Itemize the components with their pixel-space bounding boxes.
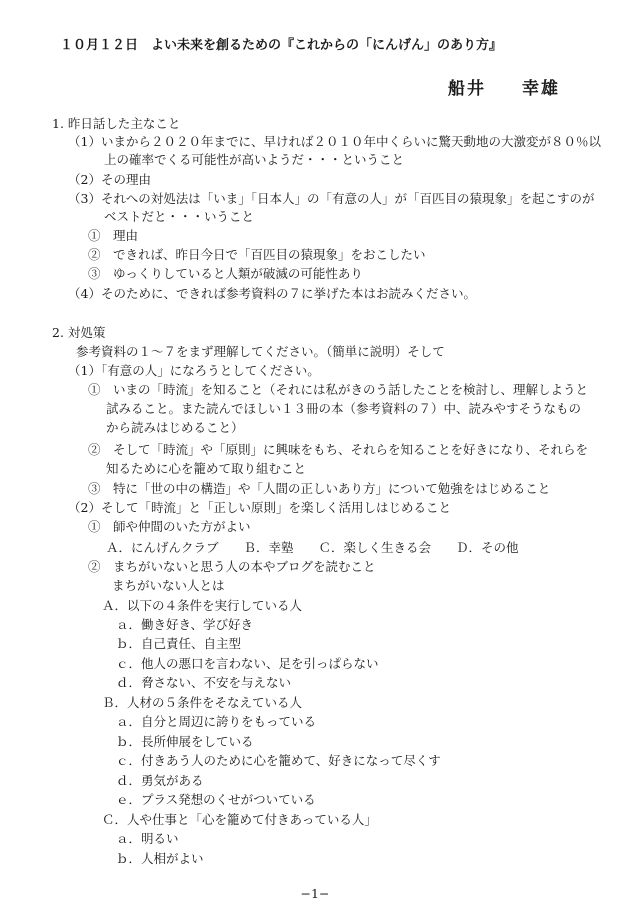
item-text: （2）そして「時流」と「正しい原則」を楽しく活用しはじめること xyxy=(68,500,451,515)
author-name xyxy=(448,74,560,99)
item-text: ｂ．長所伸展をしている xyxy=(116,734,254,749)
item-text: まちがいない人とは xyxy=(112,578,225,593)
item-text: ③ ゆっくりしていると人類が破滅の可能性あり xyxy=(88,266,363,281)
item-text: ｃ．付きあう人のために心を籠めて、好きになって尽くす xyxy=(116,753,441,768)
section-heading: 2. 対処策 xyxy=(52,325,106,340)
author-given-name: 幸雄 xyxy=(522,79,560,99)
item-text: （4）そのために、できれば参考資料の７に挙げた本はお読みください。 xyxy=(68,286,476,301)
item-text: Ａ．以下の４条件を実行している人 xyxy=(102,598,303,613)
section-heading: 1. 昨日話した主なこと xyxy=(52,116,181,131)
item-text: 試みること。また読んでほしい１３冊の本（参考資料の７）中、読みやすそうなもの xyxy=(106,401,582,416)
document-title: １０月１２日 よい未来を創るための『これからの「にんげん」のあり方』 xyxy=(60,38,503,53)
item-text: 上の確率でくる可能性が高いようだ・・・ということ xyxy=(104,152,405,167)
item-text: ｄ．脅さない、不安を与えない xyxy=(116,675,292,690)
author-family-name: 船井 xyxy=(448,79,486,99)
item-text: から読みはじめること） xyxy=(106,420,244,435)
item-text: ベストだと・・・いうこと xyxy=(104,209,255,224)
item-text: ② そして「時流」や「原則」に興味をもち、それらを知ることを好きになり、それらを xyxy=(88,442,589,457)
item-text: 参考資料の１〜７をまず理解してください。（簡単に説明）そして xyxy=(76,344,445,359)
item-text: （1）いまから２０２０年までに、早ければ２０１０年中くらいに驚天動地の大激変が８０％以 xyxy=(68,134,601,149)
item-text: ② まちがいないと思う人の本やブログを読むこと xyxy=(88,559,376,574)
item-text: ① 理由 xyxy=(88,228,139,243)
item-text: Ｃ．人や仕事と「心を籠めて付きあっている人」 xyxy=(102,812,377,827)
item-text: ③ 特に「世の中の構造」や「人間の正しいあり方」について勉強をはじめること xyxy=(88,481,551,496)
item-text: ｂ．人相がよい xyxy=(116,851,204,866)
item-text: ① 師や仲間のいた方がよい xyxy=(88,519,251,534)
item-text: ｃ．他人の悪口を言わない、足を引っぱらない xyxy=(116,656,379,671)
item-text: ａ．明るい xyxy=(116,831,179,846)
item-text: （1）「有意の人」になろうとしてください。 xyxy=(68,363,320,378)
item-text: （3）それへの対処法は「いま」「日本人」の「有意の人」が「百匹目の猿現象」を起こすのが xyxy=(68,191,595,206)
item-text: ａ．働き好き、学び好き xyxy=(116,617,254,632)
item-text: ａ．自分と周辺に誇りをもっている xyxy=(116,714,317,729)
item-text: ② できれば、昨日今日で「百匹目の猿現象」をおこしたい xyxy=(88,247,426,262)
page-number: −1− xyxy=(300,886,330,901)
item-text: Ａ．にんげんクラブ Ｂ．幸塾 Ｃ．楽しく生きる会 Ｄ．その他 xyxy=(106,540,519,555)
item-text: Ｂ．人材の５条件をそなえている人 xyxy=(102,695,303,710)
item-text: ① いまの「時流」を知ること（それには私がきのう話したことを検討し、理解しようと xyxy=(88,382,589,397)
item-text: 知るために心を籠めて取り組むこと xyxy=(106,461,307,476)
item-text: ｂ．自己責任、自主型 xyxy=(116,636,242,651)
item-text: ｅ．プラス発想のくせがついている xyxy=(116,792,316,807)
item-text: （2）その理由 xyxy=(68,172,151,187)
item-text: ｄ．勇気がある xyxy=(116,773,204,788)
